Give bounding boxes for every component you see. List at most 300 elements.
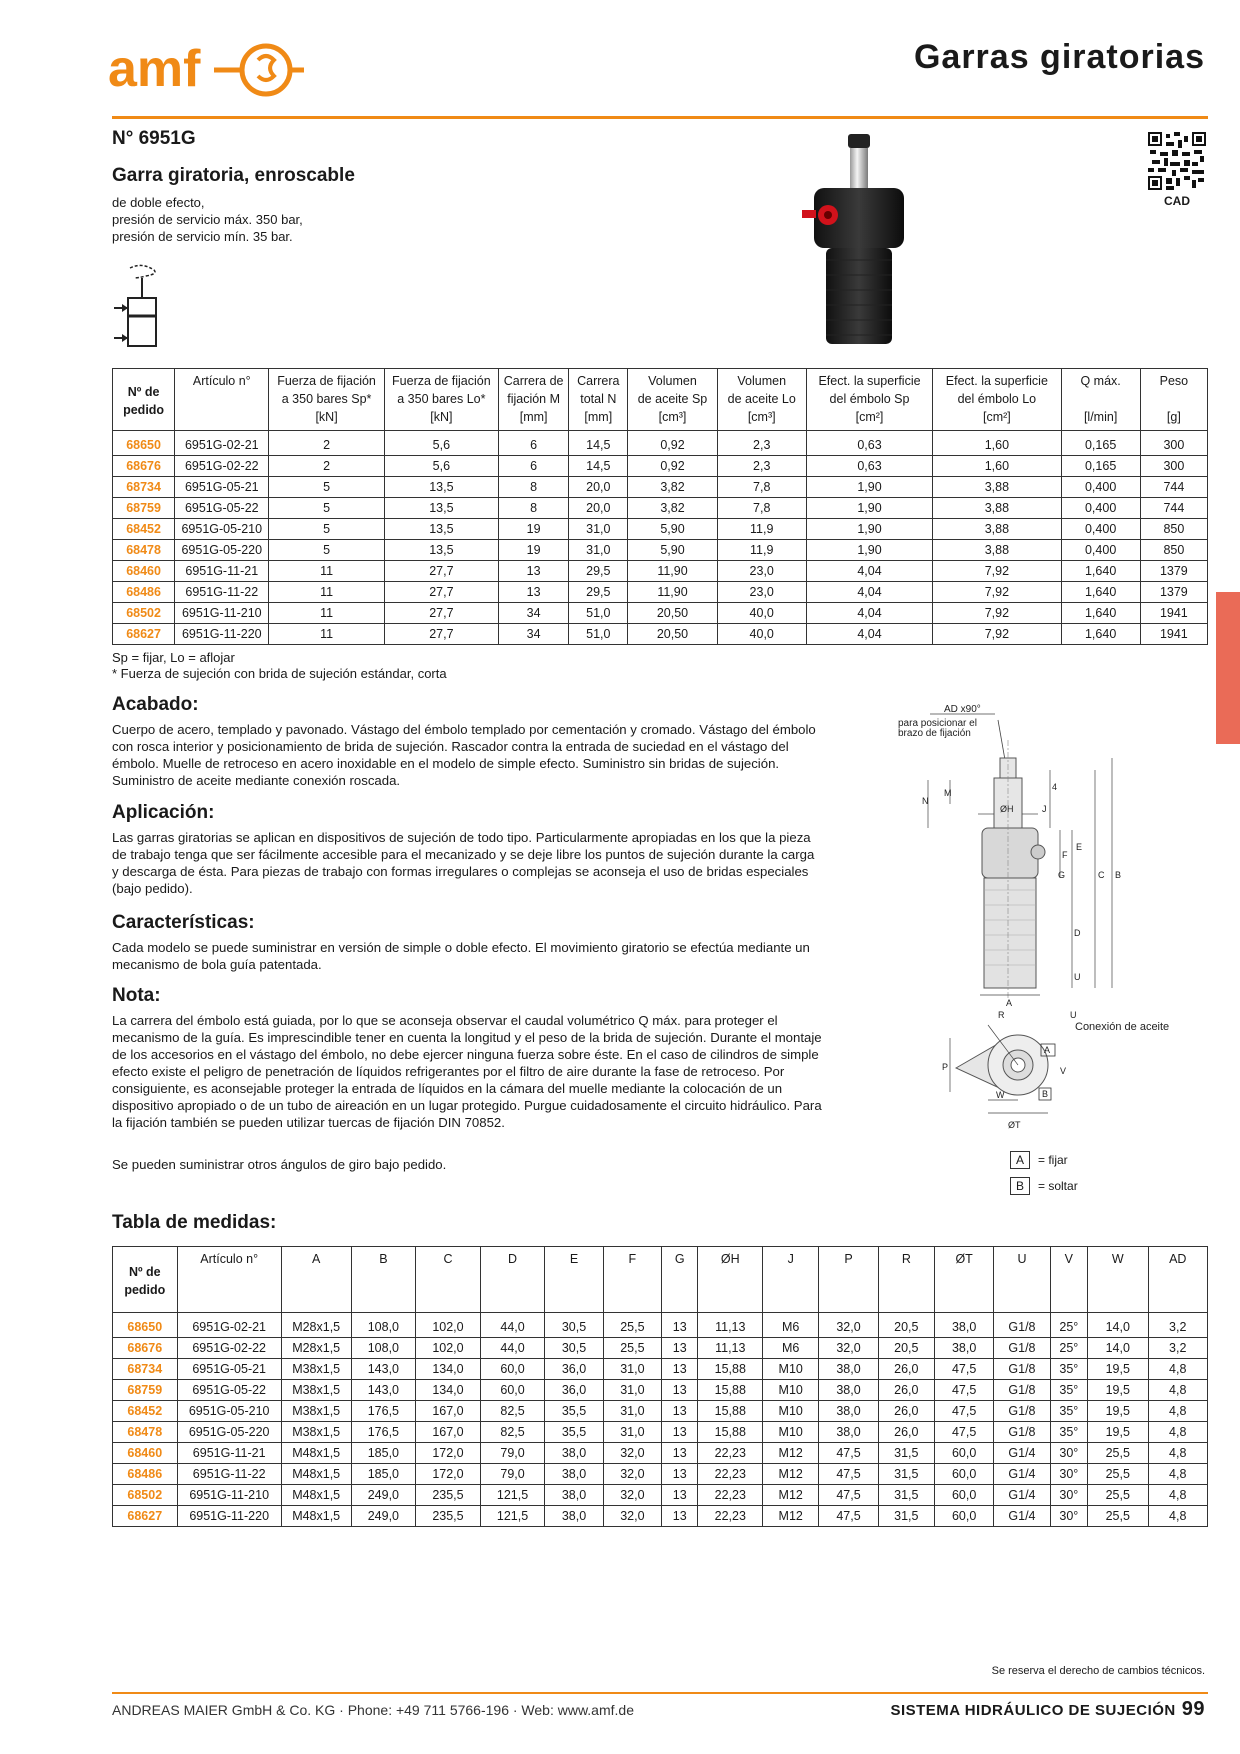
section-title-nota: Nota: [112, 985, 161, 1006]
table-cell: 20,50 [628, 624, 717, 645]
table-row [113, 456, 1208, 477]
table-cell: G1/8 [994, 1359, 1050, 1380]
legend-item-fijar [1010, 1151, 1068, 1169]
section-text-nota: La carrera del émbolo está guiada, por lo que se aconseja observar el caudal volumétrico Q máx. para proteger el mecanismo de la guía. Es imprescindible tener en cuenta la longitud y el peso de la brida de sujeción. Durante el montaje de los accesorios en el vástago del émbolo, no debe ejercer ninguna fuerza sobre éste. En el caso de cilindros de simple efecto existe el peligro de penetración de líquidos refrigerantes por el filtro de aire durante la fase de retroceso. Por consiguiente, es aconsejable proteger la entrada de líquidos en la cámara del muelle mediante la colocación de un dispositivo apropiado o de un tubo de aireación en un lugar protegido. Purgue cuidadosamente el circuito hidráulico. Para la fijación también se pueden utilizar tuercas de fijación DIN 70852. [112, 1013, 822, 1130]
table-cell: 23,0 [717, 561, 806, 582]
table-cell: 13,5 [384, 519, 498, 540]
column-header-line: [mm] [519, 410, 548, 424]
table-cell: 5,6 [384, 456, 498, 477]
note-line: * Fuerza de sujeción con brida de sujeción estándar, corta [112, 666, 447, 681]
dim-label: U [1070, 1010, 1077, 1020]
table-cell: 850 [1140, 540, 1207, 561]
table-cell: 108,0 [351, 1338, 416, 1359]
table-cell: 249,0 [351, 1485, 416, 1506]
table-cell: M48x1,5 [281, 1464, 351, 1485]
product-number: N° 6951G [112, 128, 196, 149]
table-cell: 22,23 [698, 1464, 763, 1485]
table-cell: 850 [1140, 519, 1207, 540]
table-cell: 82,5 [480, 1401, 545, 1422]
column-header-line: [kN] [315, 410, 338, 424]
dim-label: J [1042, 804, 1047, 814]
table-cell: 20,50 [628, 603, 717, 624]
table-row [113, 603, 1208, 624]
column-header: Nº de pedido [113, 1247, 178, 1313]
table-cell: 11 [269, 624, 384, 645]
table-row [113, 1485, 1208, 1506]
column-header: V [1050, 1247, 1088, 1313]
table-cell: 4,04 [806, 582, 932, 603]
table-cell: M10 [763, 1380, 819, 1401]
table-cell: 0,400 [1061, 519, 1140, 540]
table-cell: 26,0 [878, 1422, 934, 1443]
table-cell: 25,5 [603, 1338, 661, 1359]
table-row [113, 1464, 1208, 1485]
table-cell: 1941 [1140, 624, 1207, 645]
table-cell: M10 [763, 1401, 819, 1422]
table-cell: 167,0 [416, 1401, 481, 1422]
table-cell: 1,640 [1061, 624, 1140, 645]
table-cell: 5 [269, 540, 384, 561]
product-image [800, 130, 910, 355]
dim-label: P [942, 1062, 949, 1072]
dim-label: G [1058, 870, 1066, 880]
table-cell: G1/4 [994, 1464, 1050, 1485]
table-cell: 47,5 [819, 1485, 878, 1506]
table-cell: 3,88 [933, 540, 1061, 561]
table-cell: 0,400 [1061, 498, 1140, 519]
table-cell: 30° [1050, 1485, 1088, 1506]
table-cell: 35° [1050, 1380, 1088, 1401]
table-cell: 60,0 [934, 1506, 993, 1527]
table-cell: 1379 [1140, 582, 1207, 603]
table-cell: 38,0 [545, 1443, 603, 1464]
footer-divider [112, 1692, 1208, 1694]
table-cell: 1,60 [933, 456, 1061, 477]
order-number: 68650 [113, 431, 175, 456]
table-row [113, 1380, 1208, 1401]
table-cell: 1941 [1140, 603, 1207, 624]
column-header-line: [g] [1166, 410, 1181, 424]
table-cell: 60,0 [934, 1485, 993, 1506]
legend-text: = fijar [1038, 1153, 1068, 1167]
dim-label: D [1074, 928, 1081, 938]
table-cell: M38x1,5 [281, 1401, 351, 1422]
table-cell: 0,63 [806, 456, 932, 477]
order-number: 68734 [113, 477, 175, 498]
order-number: 68676 [113, 1338, 178, 1359]
column-header-line [1065, 390, 1137, 408]
table-cell: 176,5 [351, 1401, 416, 1422]
table-cell: 47,5 [934, 1422, 993, 1443]
order-number: 68734 [113, 1359, 178, 1380]
table-cell: 300 [1140, 431, 1207, 456]
table-cell: M38x1,5 [281, 1380, 351, 1401]
table-cell: G1/4 [994, 1506, 1050, 1527]
table-cell: 0,165 [1061, 456, 1140, 477]
column-header-line: pedido [123, 403, 165, 417]
table-cell: 176,5 [351, 1422, 416, 1443]
column-header [269, 369, 384, 431]
table-cell: 0,63 [806, 431, 932, 456]
column-header: B [351, 1247, 416, 1313]
table-cell: 6951G-05-220 [175, 540, 269, 561]
column-header: R [878, 1247, 934, 1313]
table-cell: 0,92 [628, 431, 717, 456]
table-cell: 32,0 [819, 1338, 878, 1359]
table-row [113, 1401, 1208, 1422]
dim-label: B [1115, 870, 1122, 880]
order-number: 68460 [113, 1443, 178, 1464]
table-cell: 5 [269, 477, 384, 498]
table-cell: 47,5 [934, 1401, 993, 1422]
column-header: AD [1148, 1247, 1208, 1313]
table-cell: 11,13 [698, 1338, 763, 1359]
column-header-line: Fuerza de fijación [392, 374, 491, 388]
table-cell: 4,8 [1148, 1422, 1208, 1443]
table-cell: G1/8 [994, 1313, 1050, 1338]
table-cell: 13 [499, 582, 569, 603]
section-text-nota-2: Se pueden suministrar otros ángulos de giro bajo pedido. [112, 1157, 447, 1172]
order-number: 68676 [113, 456, 175, 477]
table-cell: 6951G-11-220 [175, 624, 269, 645]
table-cell: 11,9 [717, 540, 806, 561]
table-cell: 47,5 [934, 1359, 993, 1380]
order-number: 68486 [113, 582, 175, 603]
column-header: F [603, 1247, 661, 1313]
table-cell: 7,92 [933, 624, 1061, 645]
table-cell: 235,5 [416, 1485, 481, 1506]
table-cell: 3,88 [933, 519, 1061, 540]
cad-label: CAD [1164, 194, 1190, 208]
table-cell: 6951G-11-210 [175, 603, 269, 624]
product-name: Garra giratoria, enroscable [112, 165, 355, 186]
column-header-line: [l/min] [1083, 410, 1118, 424]
table-cell: 6 [499, 431, 569, 456]
table-cell: 36,0 [545, 1380, 603, 1401]
table-cell: 4,04 [806, 561, 932, 582]
dim-label: U [1074, 972, 1081, 982]
table-cell: 4,04 [806, 603, 932, 624]
table-cell: 249,0 [351, 1506, 416, 1527]
table-cell: 4,8 [1148, 1443, 1208, 1464]
order-number: 68502 [113, 603, 175, 624]
table-cell: 121,5 [480, 1485, 545, 1506]
table-cell: 30° [1050, 1464, 1088, 1485]
table-cell: 11,13 [698, 1313, 763, 1338]
column-header-line: Volumen [737, 374, 787, 388]
column-header [717, 369, 806, 431]
table-cell: 6951G-05-220 [177, 1422, 281, 1443]
table-cell: 40,0 [717, 624, 806, 645]
table-cell: 0,92 [628, 456, 717, 477]
table-cell: M28x1,5 [281, 1338, 351, 1359]
column-header-line: de aceite Lo [727, 392, 796, 406]
spec-line: de doble efecto, [112, 195, 205, 210]
table-cell: 22,23 [698, 1506, 763, 1527]
column-header-line: [cm²] [982, 410, 1011, 424]
table-cell: M6 [763, 1313, 819, 1338]
column-header-line: del émbolo Lo [957, 392, 1037, 406]
table-cell: 6951G-05-21 [177, 1359, 281, 1380]
table-cell: 38,0 [934, 1338, 993, 1359]
footer-section-name [890, 1698, 1205, 1721]
table-cell: 5 [269, 498, 384, 519]
table-cell: 32,0 [603, 1485, 661, 1506]
order-number: 68627 [113, 624, 175, 645]
table-cell: 30° [1050, 1506, 1088, 1527]
table-cell: 34 [499, 624, 569, 645]
dim-label: V [1060, 1066, 1067, 1076]
table-cell: 38,0 [545, 1485, 603, 1506]
table-cell: G1/8 [994, 1338, 1050, 1359]
table-cell: 6951G-05-22 [177, 1380, 281, 1401]
table-cell: M48x1,5 [281, 1485, 351, 1506]
order-number: 68478 [113, 1422, 178, 1443]
order-number: 68452 [113, 1401, 178, 1422]
ad-label: AD x90° [944, 704, 981, 715]
table-cell: 38,0 [819, 1380, 878, 1401]
column-header: G [662, 1247, 698, 1313]
table-cell: 32,0 [603, 1443, 661, 1464]
dim-label: W [996, 1090, 1005, 1100]
table-cell: 6951G-11-22 [175, 582, 269, 603]
legend-text: = soltar [1038, 1179, 1078, 1193]
table-cell: 11,90 [628, 582, 717, 603]
column-header [113, 369, 175, 431]
table-row [113, 582, 1208, 603]
table-cell: 20,0 [569, 477, 628, 498]
dim-label: A [1006, 998, 1013, 1008]
position-label-2: brazo de fijación [898, 728, 971, 739]
table-cell: 134,0 [416, 1359, 481, 1380]
table-cell: 1379 [1140, 561, 1207, 582]
table-cell: 3,88 [933, 498, 1061, 519]
table-cell: 40,0 [717, 603, 806, 624]
column-header-line: Carrera de [503, 374, 564, 388]
table-cell: 6951G-11-220 [177, 1506, 281, 1527]
table-cell: 1,90 [806, 477, 932, 498]
table-cell: 31,0 [569, 519, 628, 540]
table-cell: 26,0 [878, 1359, 934, 1380]
table-cell: 60,0 [934, 1464, 993, 1485]
table-cell: M12 [763, 1506, 819, 1527]
column-header-line: Efect. la superficie [945, 374, 1048, 388]
table-row [113, 519, 1208, 540]
column-header-line: [kN] [430, 410, 453, 424]
column-header-line: Carrera [577, 374, 620, 388]
column-header [1140, 369, 1207, 431]
legend-item-soltar [1010, 1177, 1078, 1195]
column-header-line: [cm²] [855, 410, 884, 424]
order-number: 68627 [113, 1506, 178, 1527]
column-header [628, 369, 717, 431]
table-cell: 2 [269, 431, 384, 456]
table-cell: 13,5 [384, 477, 498, 498]
column-header: ØH [698, 1247, 763, 1313]
table-cell: 13 [662, 1401, 698, 1422]
table-cell: 47,5 [819, 1464, 878, 1485]
table-cell: 32,0 [603, 1464, 661, 1485]
table-cell: 7,8 [717, 477, 806, 498]
table-cell: G1/8 [994, 1380, 1050, 1401]
table-cell: 29,5 [569, 561, 628, 582]
column-header [499, 369, 569, 431]
column-header-line: Efect. la superficie [818, 374, 921, 388]
column-header: W [1088, 1247, 1148, 1313]
order-number: 68759 [113, 498, 175, 519]
column-header-line: Artículo n° [192, 374, 251, 388]
table-cell: M12 [763, 1464, 819, 1485]
table-cell: 31,5 [878, 1464, 934, 1485]
table-cell: 6951G-02-22 [177, 1338, 281, 1359]
table-cell: M12 [763, 1485, 819, 1506]
table-cell: 14,0 [1088, 1338, 1148, 1359]
table-cell: 36,0 [545, 1359, 603, 1380]
dim-label: 4 [1052, 782, 1058, 792]
table-cell: 19,5 [1088, 1422, 1148, 1443]
table-cell: 2,3 [717, 456, 806, 477]
table-cell: 1,640 [1061, 603, 1140, 624]
section-text-acabado: Cuerpo de acero, templado y pavonado. Vástago del émbolo templado por cementación y cromado. Vástago del émbolo con rosca interior y posicionamiento de brida de sujeción. Rascador contra la entrada de suciedad en el vástago del émbolo. Muelle de retroceso en acero inoxidable en el modelo de simple efecto. Suministro sin bridas de sujeción. Suministro de aceite mediante conexión roscada. [112, 722, 816, 788]
technical-data-table [112, 368, 1208, 645]
table-cell: 185,0 [351, 1464, 416, 1485]
table-cell: 13 [662, 1485, 698, 1506]
table-cell: 19 [499, 540, 569, 561]
table-cell: 6951G-11-210 [177, 1485, 281, 1506]
table-cell: 7,92 [933, 582, 1061, 603]
table-cell: 31,0 [603, 1401, 661, 1422]
table-cell: 35° [1050, 1401, 1088, 1422]
table-cell: 20,0 [569, 498, 628, 519]
table-cell: 27,7 [384, 561, 498, 582]
dim-label: C [1098, 870, 1105, 880]
table-cell: 13 [662, 1359, 698, 1380]
table-row [113, 540, 1208, 561]
table-row [113, 1313, 1208, 1338]
order-number: 68650 [113, 1313, 178, 1338]
table-cell: 102,0 [416, 1313, 481, 1338]
table-cell: 51,0 [569, 603, 628, 624]
table-row [113, 1338, 1208, 1359]
table-cell: 4,8 [1148, 1401, 1208, 1422]
table-cell: 4,8 [1148, 1359, 1208, 1380]
table-cell: 31,5 [878, 1443, 934, 1464]
table-cell: 22,23 [698, 1443, 763, 1464]
table-cell: 300 [1140, 456, 1207, 477]
logo-wordmark: amf [108, 40, 201, 98]
footer-system-label: SISTEMA HIDRÁULICO DE SUJECIÓN [890, 1702, 1176, 1719]
table-cell: 13 [499, 561, 569, 582]
column-header-line [1144, 390, 1204, 408]
table-cell: 51,0 [569, 624, 628, 645]
table-cell: 38,0 [819, 1401, 878, 1422]
table-row [113, 1359, 1208, 1380]
table-cell: 11,90 [628, 561, 717, 582]
order-number: 68502 [113, 1485, 178, 1506]
table-cell: 20,5 [878, 1338, 934, 1359]
table-row [113, 1506, 1208, 1527]
table-cell: 6951G-11-22 [177, 1464, 281, 1485]
logo-ring [242, 46, 290, 94]
table-cell: 143,0 [351, 1359, 416, 1380]
hydraulic-symbol-icon [112, 262, 172, 367]
table-cell: 13 [662, 1506, 698, 1527]
page-number: 99 [1181, 1698, 1205, 1720]
table-cell: 60,0 [934, 1443, 993, 1464]
table-cell: 15,88 [698, 1422, 763, 1443]
table-cell: 7,92 [933, 561, 1061, 582]
cad-qr-code[interactable] [1148, 132, 1206, 190]
column-header-line: Volumen [648, 374, 697, 388]
column-header-line: de aceite Sp [637, 392, 708, 406]
table-cell: 13 [662, 1338, 698, 1359]
order-number: 68460 [113, 561, 175, 582]
table-cell: 60,0 [480, 1359, 545, 1380]
table-cell: 30,5 [545, 1338, 603, 1359]
table-cell: 34 [499, 603, 569, 624]
table-cell: 11,9 [717, 519, 806, 540]
table-cell: 1,90 [806, 498, 932, 519]
section-title-aplicacion: Aplicación: [112, 802, 215, 823]
drawing-port-a: A [1044, 1045, 1051, 1055]
table-cell: 79,0 [480, 1443, 545, 1464]
table-row [113, 498, 1208, 519]
table-cell: 102,0 [416, 1338, 481, 1359]
column-header: D [480, 1247, 545, 1313]
column-header [384, 369, 498, 431]
spec-line: presión de servicio mín. 35 bar. [112, 229, 293, 244]
table-cell: 8 [499, 477, 569, 498]
table-cell: 3,2 [1148, 1338, 1208, 1359]
table-cell: 11 [269, 582, 384, 603]
table-cell: 5 [269, 519, 384, 540]
table-cell: 19 [499, 519, 569, 540]
section-title-caracteristicas: Características: [112, 912, 255, 933]
table-cell: 4,8 [1148, 1380, 1208, 1401]
table-cell: 8 [499, 498, 569, 519]
section-title-acabado: Acabado: [112, 694, 199, 715]
table-cell: 19,5 [1088, 1380, 1148, 1401]
table-cell: 38,0 [819, 1422, 878, 1443]
table-cell: 25,5 [1088, 1443, 1148, 1464]
table-cell: 14,5 [569, 431, 628, 456]
column-header: E [545, 1247, 603, 1313]
dim-label: ØT [1008, 1120, 1021, 1130]
table-cell: 185,0 [351, 1443, 416, 1464]
product-specs [112, 194, 303, 245]
table-cell: M10 [763, 1422, 819, 1443]
table-cell: 11 [269, 561, 384, 582]
table-cell: 20,5 [878, 1313, 934, 1338]
column-header [569, 369, 628, 431]
table-cell: 6951G-05-21 [175, 477, 269, 498]
table-cell: 79,0 [480, 1464, 545, 1485]
table-cell: 27,7 [384, 603, 498, 624]
table-cell: 744 [1140, 477, 1207, 498]
table-cell: 167,0 [416, 1422, 481, 1443]
table-cell: 35° [1050, 1359, 1088, 1380]
column-header [933, 369, 1061, 431]
table-cell: 0,400 [1061, 477, 1140, 498]
table-cell: 22,23 [698, 1485, 763, 1506]
dimensions-table-title: Tabla de medidas: [112, 1212, 277, 1233]
order-number: 68486 [113, 1464, 178, 1485]
table-cell: 15,88 [698, 1380, 763, 1401]
spec-line: presión de servicio máx. 350 bar, [112, 212, 303, 227]
column-header: J [763, 1247, 819, 1313]
column-header [1061, 369, 1140, 431]
table-cell: 31,5 [878, 1485, 934, 1506]
